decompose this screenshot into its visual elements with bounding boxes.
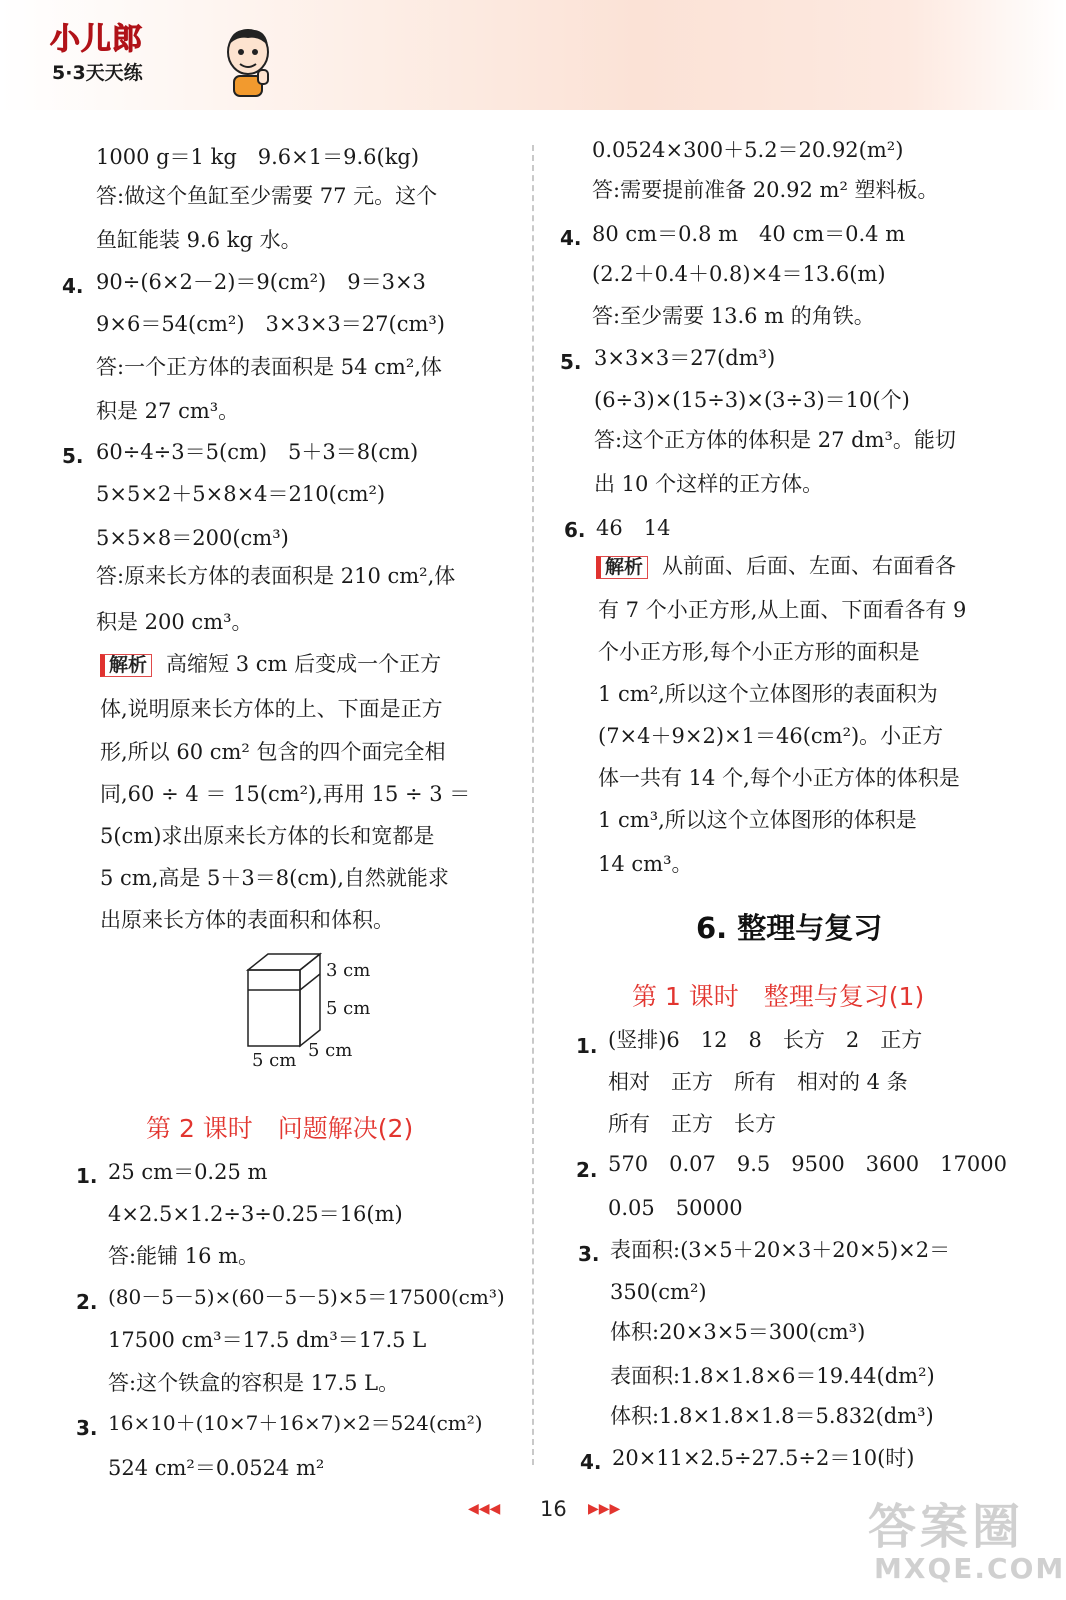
analysis-line: 有 7 个小正方形,从上面、下面看各有 9 [598,598,967,622]
answer-line: (2.2＋0.4＋0.8)×4＝13.6(m) [592,262,886,286]
analysis-line: 体一共有 14 个,每个小正方体的体积是 [598,766,960,790]
lesson-title: 第 1 课时 整理与复习(1) [632,982,925,1011]
answer-line: 16×10＋(10×7＋16×7)×2＝524(cm²) [108,1411,483,1435]
analysis-tag: 解析 [100,654,152,677]
lesson-title: 第 2 课时 问题解决(2) [146,1114,414,1143]
answer-line: 570 0.07 9.5 9500 3600 17000 [608,1152,1007,1176]
answer-line: 答:一个正方体的表面积是 54 cm²,体 [96,355,442,379]
answer-line: 体积:1.8×1.8×1.8＝5.832(dm³) [610,1404,934,1428]
question-number: 2. [576,1158,598,1182]
question-number: 4. [62,274,84,298]
answer-line: 答:做这个鱼缸至少需要 77 元。这个 [96,184,438,208]
question-number: 5. [560,350,582,374]
analysis-text: 高缩短 3 cm 后变成一个正方 [166,652,442,676]
analysis-line: 5(cm)求出原来长方体的长和宽都是 [100,824,435,848]
answer-line: 答:能铺 16 m。 [108,1244,260,1268]
answer-line: 积是 27 cm³。 [96,399,240,423]
answer-line: 出 10 个这样的正方体。 [594,472,824,496]
analysis-line: 出原来长方体的表面积和体积。 [100,908,394,932]
answer-line: 相对 正方 所有 相对的 4 条 [608,1070,908,1094]
analysis-line: 1 cm²,所以这个立体图形的表面积为 [598,682,938,706]
analysis-line: 同,60 ÷ 4 ＝ 15(cm²),再用 15 ÷ 3 ＝ [100,782,471,806]
answer-line: 所有 正方 长方 [608,1112,776,1136]
question-number: 2. [76,1290,98,1314]
watermark-logo-text: 答案圈 [868,1499,1025,1555]
answer-line: 表面积:1.8×1.8×6＝19.44(dm²) [610,1364,935,1388]
watermark [868,1488,1066,1592]
cube-width-label: 5 cm [252,1050,297,1071]
analysis-line: 14 cm³。 [598,852,693,876]
answer-line: 5×5×2＋5×8×4＝210(cm²) [96,482,386,506]
answer-line: 5×5×8＝200(cm³) [96,526,289,550]
question-number: 3. [76,1416,98,1440]
logo-title: 小儿郎 [50,22,143,57]
answer-line: 9×6＝54(cm²) 3×3×3＝27(cm³) [96,312,445,336]
question-number: 4. [580,1450,602,1474]
brand-logo [50,14,240,92]
watermark-url: MXQE.COM [874,1552,1066,1585]
answer-line: 524 cm²＝0.0524 m² [108,1456,325,1480]
cube-height-label: 3 cm [326,960,371,981]
analysis-line: 1 cm³,所以这个立体图形的体积是 [598,808,917,832]
answer-line: 答:这个铁盒的容积是 17.5 L。 [108,1371,400,1395]
cuboid-diagram [244,952,324,1052]
page-number: 16 [540,1497,567,1521]
answer-line: 25 cm＝0.25 m [108,1160,268,1184]
analysis-text: 从前面、后面、左面、右面看各 [662,554,957,578]
answer-line: 4×2.5×1.2÷3÷0.25＝16(m) [108,1202,403,1226]
answer-line: 17500 cm³＝17.5 dm³＝17.5 L [108,1328,427,1352]
analysis-line [100,654,441,677]
answer-line: (6÷3)×(15÷3)×(3÷3)＝10(个) [594,388,910,412]
question-number: 1. [76,1164,98,1188]
analysis-line: 5 cm,高是 5＋3＝8(cm),自然就能求 [100,866,449,890]
analysis-line: 个小正方形,每个小正方形的面积是 [598,640,920,664]
answer-line: 鱼缸能装 9.6 kg 水。 [96,228,302,252]
prev-page-arrow-icon[interactable]: ◀◀◀ [468,1501,501,1517]
mascot-icon [218,24,278,98]
answer-line: 80 cm＝0.8 m 40 cm＝0.4 m [592,222,906,246]
analysis-line [596,556,956,579]
answer-line: 积是 200 cm³。 [96,610,253,634]
answer-line: 答:原来长方体的表面积是 210 cm²,体 [96,564,456,588]
question-number: 5. [62,444,84,468]
analysis-line: 体,说明原来长方体的上、下面是正方 [100,697,443,721]
answer-line: 体积:20×3×5＝300(cm³) [610,1320,866,1344]
cube-side-label: 5 cm [326,998,371,1019]
answer-line: 答:这个正方体的体积是 27 dm³。能切 [594,428,956,452]
answer-line: 答:至少需要 13.6 m 的角铁。 [592,304,875,328]
logo-subtitle: 5·3天天练 [52,62,143,84]
answer-line: (竖排)6 12 8 长方 2 正方 [608,1028,923,1052]
question-number: 3. [578,1242,600,1266]
answer-line: 答:需要提前准备 20.92 m² 塑料板。 [592,178,939,202]
answer-line: (80－5－5)×(60－5－5)×5＝17500(cm³) [108,1285,505,1309]
chapter-title: 6. 整理与复习 [696,911,883,945]
cube-depth-label: 5 cm [308,1040,353,1061]
answer-line: 表面积:(3×5＋20×3＋20×5)×2＝ [610,1238,951,1262]
analysis-tag: 解析 [596,556,648,579]
answer-line: 90÷(6×2－2)＝9(cm²) 9＝3×3 [96,270,426,294]
analysis-line: 形,所以 60 cm² 包含的四个面完全相 [100,740,446,764]
answer-line: 3×3×3＝27(dm³) [594,346,776,370]
answer-line: 0.05 50000 [608,1196,743,1220]
answer-line: 20×11×2.5÷27.5÷2＝10(时) [612,1446,915,1470]
column-divider [532,145,534,1465]
answer-line: 350(cm²) [610,1280,707,1304]
question-number: 4. [560,226,582,250]
answer-line: 60÷4÷3＝5(cm) 5＋3＝8(cm) [96,440,419,464]
answer-line: 0.0524×300＋5.2＝20.92(m²) [592,138,904,162]
analysis-line: (7×4＋9×2)×1＝46(cm²)。小正方 [598,724,944,748]
next-page-arrow-icon[interactable]: ▶▶▶ [588,1501,621,1517]
question-number: 1. [576,1034,598,1058]
answer-line: 1000 g＝1 kg 9.6×1＝9.6(kg) [96,145,420,169]
answer-line: 46 14 [596,516,671,540]
question-number: 6. [564,518,586,542]
